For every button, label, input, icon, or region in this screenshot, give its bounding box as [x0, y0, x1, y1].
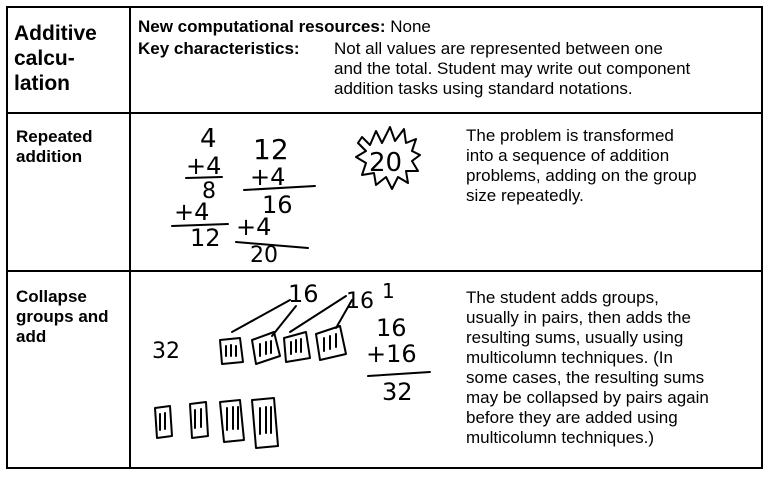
hw-pair-sum-1: 16: [288, 280, 319, 308]
hw-step3-add: +4: [250, 163, 286, 191]
hw-collapse-total: 32: [382, 378, 413, 406]
hw-step1-top: 4: [200, 124, 217, 154]
strategy-name-collapse-groups: Collapse groups and add: [16, 287, 109, 346]
hw-connector-line: [232, 300, 290, 332]
tally-marks-icon: [291, 339, 301, 354]
hw-connector-line: [336, 300, 352, 328]
resources-value: None: [390, 17, 431, 36]
hw-carry-digit: 1: [382, 279, 395, 303]
hw-collapse-answer: 32: [152, 339, 180, 364]
group-card-icon: [155, 406, 172, 438]
hw-repeated-answer: 20: [369, 148, 403, 178]
repeated-addition-handwriting: [150, 115, 450, 270]
hw-pair-sum-2: 16: [346, 289, 374, 314]
strategy-description-collapse-groups: The student adds groups, usually in pairs, then adds the resulting sums, usually using multicolumn techniques. (In some cases, the resulting sums may be collapsed by pairs again before they are added using multicolumn techniques.): [466, 288, 709, 447]
hw-step3-top: 12: [253, 133, 289, 166]
column-divider: [129, 8, 131, 467]
tally-marks-icon: [227, 407, 238, 430]
strategy-description-repeated-addition: The problem is transformed into a sequence of addition problems, adding on the group size repeatedly.: [466, 126, 697, 205]
hw-step1-add: +4: [186, 152, 222, 180]
characteristics-value: Not all values are represented between one and the total. Student may write out component addition tasks using standard notations.: [334, 39, 691, 98]
category-title: Additive calcu- lation: [14, 22, 97, 95]
tally-marks-icon: [260, 407, 271, 434]
hw-step2-sum: 12: [190, 224, 221, 252]
row-divider: [8, 112, 761, 114]
resources-line: [138, 17, 431, 37]
hw-step3-sum: 16: [262, 191, 293, 219]
tally-marks-icon: [260, 341, 271, 356]
hw-sum-line: [368, 372, 430, 376]
resources-label: New computational resources:: [138, 17, 386, 36]
group-card-icon: [190, 402, 208, 438]
hw-addend-1: 16: [376, 314, 407, 342]
tally-marks-icon: [160, 413, 165, 430]
tally-marks-icon: [195, 409, 201, 428]
characteristics-label: Key characteristics:: [138, 39, 300, 58]
collapse-groups-handwriting: [140, 270, 460, 465]
hw-addend-2: +16: [366, 340, 417, 368]
tally-marks-icon: [324, 334, 336, 351]
hw-step4-sum: 20: [250, 243, 278, 268]
hw-step4-add: +4: [236, 213, 272, 241]
hw-sum-line: [186, 177, 222, 178]
hw-step1-sum: 8: [202, 179, 216, 204]
tally-marks-icon: [226, 345, 236, 356]
strategy-name-repeated-addition: Repeated addition: [16, 127, 93, 166]
hw-step2-add: +4: [174, 198, 210, 226]
